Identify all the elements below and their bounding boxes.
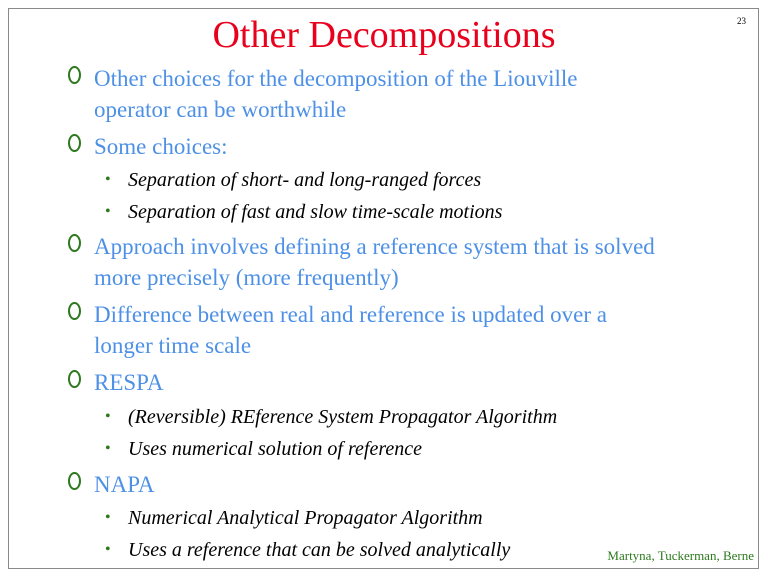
dot-bullet-icon: • <box>105 203 111 220</box>
sub-bullet-5-1-text: (Reversible) REference System Propagator Algorithm <box>128 406 558 428</box>
slide-number: 23 <box>737 16 746 26</box>
sub-bullet-6-1-text: Numerical Analytical Propagator Algorithm <box>128 507 483 529</box>
sub-bullet-5-1 <box>105 404 728 430</box>
circle-bullet-icon <box>68 234 81 252</box>
sub-bullet-2-2 <box>105 199 728 225</box>
dot-bullet-icon: • <box>105 440 111 457</box>
sub-bullet-2-1-text: Separation of short- and long-ranged forces <box>128 169 482 191</box>
bullet-point-3-line1: Approach involves defining a reference system that is solved <box>94 234 655 259</box>
dot-bullet-icon: • <box>105 408 111 425</box>
circle-bullet-icon <box>68 370 81 388</box>
dot-bullet-icon: • <box>105 171 111 188</box>
bullet-point-3 <box>94 231 744 293</box>
sub-bullet-6-2-text: Uses a reference that can be solved analytically <box>128 539 511 561</box>
author-credit: Martyna, Tuckerman, Berne <box>607 548 754 563</box>
circle-bullet-icon <box>68 302 81 320</box>
slide-title: Other Decompositions <box>212 14 556 56</box>
bullet-point-5 <box>94 367 744 398</box>
bullet-point-5-text: RESPA <box>94 370 164 395</box>
bullet-point-3-line2: more precisely (more frequently) <box>94 265 399 290</box>
bullet-point-4-line2: longer time scale <box>94 333 252 358</box>
dot-bullet-icon: • <box>105 509 111 526</box>
bullet-point-2-text: Some choices: <box>94 134 228 159</box>
sub-bullet-5-2-text: Uses numerical solution of reference <box>128 438 423 460</box>
bullet-point-1 <box>94 63 744 125</box>
circle-bullet-icon <box>68 134 81 152</box>
circle-bullet-icon <box>68 472 81 490</box>
sub-bullet-2-2-text: Separation of fast and slow time-scale motions <box>128 201 503 223</box>
bullet-point-6 <box>94 469 744 500</box>
bullet-point-4-line1: Difference between real and reference is updated over a <box>94 302 607 327</box>
bullet-point-6-text: NAPA <box>94 472 155 497</box>
sub-bullet-2-1 <box>105 167 728 193</box>
bullet-point-2 <box>94 131 744 162</box>
bullet-point-1-line2: operator can be worthwhile <box>94 97 347 122</box>
sub-bullet-6-1 <box>105 505 728 531</box>
bullet-point-4 <box>94 299 744 361</box>
circle-bullet-icon <box>68 66 81 84</box>
sub-bullet-5-2 <box>105 436 728 462</box>
bullet-point-1-line1: Other choices for the decomposition of the Liouville <box>94 66 578 91</box>
dot-bullet-icon: • <box>105 541 111 558</box>
